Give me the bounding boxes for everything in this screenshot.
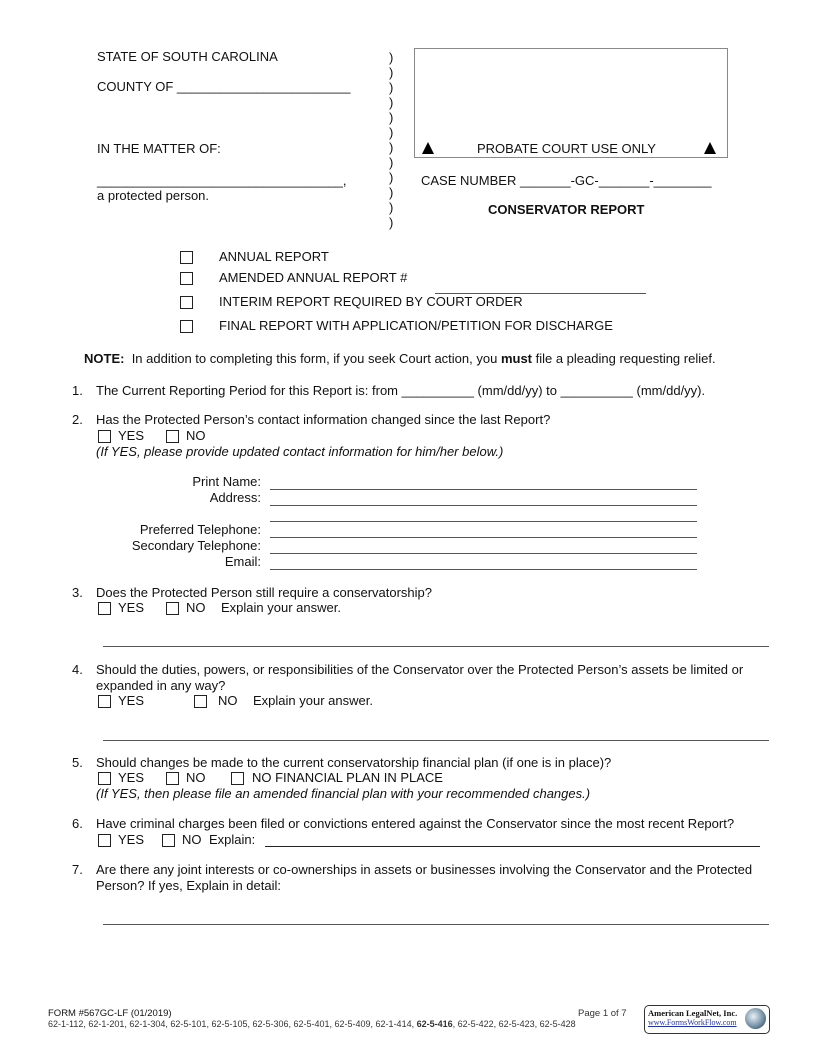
q7-explain-field[interactable]: [103, 924, 769, 925]
interim-report-label: INTERIM REPORT REQUIRED BY COURT ORDER: [219, 294, 523, 309]
q3-no-checkbox[interactable]: [166, 602, 179, 615]
q3-yes-checkbox[interactable]: [98, 602, 111, 615]
q6-explain-label: Explain:: [209, 832, 256, 847]
q7-text: Are there any joint interests or co-ownerships in assets or businesses involving the Conservator and the Protected: [96, 862, 753, 877]
county-field[interactable]: COUNTY OF ________________________: [97, 79, 351, 94]
note-must: must: [500, 351, 532, 366]
q1-number: 1.: [72, 383, 83, 398]
q3-explain-label: Explain your answer.: [221, 600, 341, 615]
q3-number: 3.: [72, 585, 83, 600]
secondary-telephone-field[interactable]: [270, 553, 697, 554]
court-use-box: [414, 48, 728, 158]
note: [84, 351, 716, 367]
caption-paren: ): [389, 80, 394, 95]
logo-name: American LegalNet, Inc.: [648, 1008, 738, 1018]
case-number-field[interactable]: CASE NUMBER _______-GC-_______-________: [421, 173, 712, 188]
q7-text-2: Person? If yes, Explain in detail:: [96, 878, 281, 893]
q6-yes-checkbox[interactable]: [98, 834, 111, 847]
note-text-end: file a pleading requesting relief.: [532, 351, 716, 366]
caption-paren: ): [389, 95, 394, 110]
arrow-up-icon: [704, 142, 716, 154]
preferred-telephone-label: Preferred Telephone:: [139, 522, 261, 537]
note-text: In addition to completing this form, if you seek Court action, you: [131, 351, 501, 366]
note-label: NOTE:: [84, 351, 125, 366]
q2-no-checkbox[interactable]: [166, 430, 179, 443]
q5-no-plan-label: NO FINANCIAL PLAN IN PLACE: [252, 770, 443, 785]
q5-yes-label: YES: [118, 770, 145, 785]
arrow-up-icon: [422, 142, 434, 154]
preferred-telephone-field[interactable]: [270, 537, 697, 538]
court-use-label: PROBATE COURT USE ONLY: [477, 141, 656, 156]
q6-number: 6.: [72, 816, 83, 831]
q4-yes-checkbox[interactable]: [98, 695, 111, 708]
q3-explain-field[interactable]: [103, 646, 769, 647]
q4-no-label: NO: [218, 693, 238, 708]
logo-url[interactable]: www.FormsWorkFlow.com: [648, 1018, 737, 1027]
final-report-label: FINAL REPORT WITH APPLICATION/PETITION FOR DISCHARGE: [219, 318, 613, 333]
q5-note: (If YES, then please file an amended financial plan with your recommended changes.): [96, 786, 591, 801]
interim-report-checkbox[interactable]: [180, 296, 193, 309]
q3-no-label: NO: [186, 600, 206, 615]
q3-yes-label: YES: [118, 600, 145, 615]
q4-explain-label: Explain your answer.: [253, 693, 373, 708]
q5-text: Should changes be made to the current conservatorship financial plan (if one is in place)?: [96, 755, 612, 770]
q1-text[interactable]: The Current Reporting Period for this Report is: from __________ (mm/dd/yy) to __________ (mm/dd/yy).: [96, 383, 706, 398]
amended-report-label: AMENDED ANNUAL REPORT #: [219, 270, 408, 285]
final-report-checkbox[interactable]: [180, 320, 193, 333]
globe-icon: [745, 1008, 766, 1029]
q6-no-checkbox[interactable]: [162, 834, 175, 847]
q5-no-plan-checkbox[interactable]: [231, 772, 244, 785]
caption-paren: ): [389, 215, 394, 230]
form-number: FORM #567GC-LF (01/2019): [48, 1008, 172, 1019]
q2-yes-checkbox[interactable]: [98, 430, 111, 443]
statutes-list: 62-1-112, 62-1-201, 62-1-304, 62-5-101, 62-5-105, 62-5-306, 62-5-401, 62-5-409, 62-1-414,: [48, 1019, 417, 1029]
print-name-field[interactable]: [270, 489, 697, 490]
amended-report-checkbox[interactable]: [180, 272, 193, 285]
caption-paren: ): [389, 200, 394, 215]
secondary-telephone-label: Secondary Telephone:: [131, 538, 261, 553]
q3-text: Does the Protected Person still require a conservatorship?: [96, 585, 433, 600]
q5-number: 5.: [72, 755, 83, 770]
q4-text: Should the duties, powers, or responsibilities of the Conservator over the Protected Person’s assets be limited or: [96, 662, 744, 677]
q2-yes-label: YES: [118, 428, 145, 443]
print-name-label: Print Name:: [192, 474, 261, 489]
caption-paren: ): [389, 170, 394, 185]
protected-name-field[interactable]: __________________________________,: [97, 173, 347, 188]
q2-text: Has the Protected Person’s contact information changed since the last Report?: [96, 412, 551, 427]
q4-text-2: expanded in any way?: [96, 678, 226, 693]
q5-no-checkbox[interactable]: [166, 772, 179, 785]
statutes-list-end: , 62-5-422, 62-5-423, 62-5-428: [452, 1019, 576, 1029]
address-field[interactable]: [270, 505, 697, 506]
q2-no-label: NO: [186, 428, 206, 443]
q6-text: Have criminal charges been filed or convictions entered against the Conservator since the most recent Report?: [96, 816, 735, 831]
q7-number: 7.: [72, 862, 83, 877]
caption-paren: ): [389, 110, 394, 125]
q5-no-label: NO: [186, 770, 206, 785]
q4-number: 4.: [72, 662, 83, 677]
q6-explain-field[interactable]: [265, 846, 760, 847]
caption-paren: ): [389, 185, 394, 200]
q4-no-checkbox[interactable]: [194, 695, 207, 708]
page-number: Page 1 of 7: [578, 1008, 627, 1019]
q2-note: (If YES, please provide updated contact information for him/her below.): [96, 444, 504, 459]
matter-label: IN THE MATTER OF:: [97, 141, 221, 156]
q4-explain-field[interactable]: [103, 740, 769, 741]
americanlegalnet-logo[interactable]: [644, 1005, 770, 1034]
form-title: CONSERVATOR REPORT: [488, 202, 645, 217]
q5-yes-checkbox[interactable]: [98, 772, 111, 785]
address-label: Address:: [209, 490, 261, 505]
caption-paren: ): [389, 155, 394, 170]
email-field[interactable]: [270, 569, 697, 570]
q4-yes-label: YES: [118, 693, 145, 708]
protected-person-label: a protected person.: [97, 188, 210, 203]
caption-paren: ): [389, 140, 394, 155]
q6-no-label: NO: [182, 832, 202, 847]
caption-paren: ): [389, 125, 394, 140]
email-label: Email:: [224, 554, 261, 569]
q6-yes-label: YES: [118, 832, 145, 847]
statutes: [48, 1019, 576, 1030]
annual-report-label: ANNUAL REPORT: [219, 249, 329, 264]
annual-report-checkbox[interactable]: [180, 251, 193, 264]
state-label: STATE OF SOUTH CAROLINA: [97, 49, 278, 64]
q2-number: 2.: [72, 412, 83, 427]
statute-bold: 62-5-416: [416, 1019, 453, 1029]
address-field-2[interactable]: [270, 521, 697, 522]
caption-paren: ): [389, 50, 394, 65]
caption-paren: ): [389, 65, 394, 80]
